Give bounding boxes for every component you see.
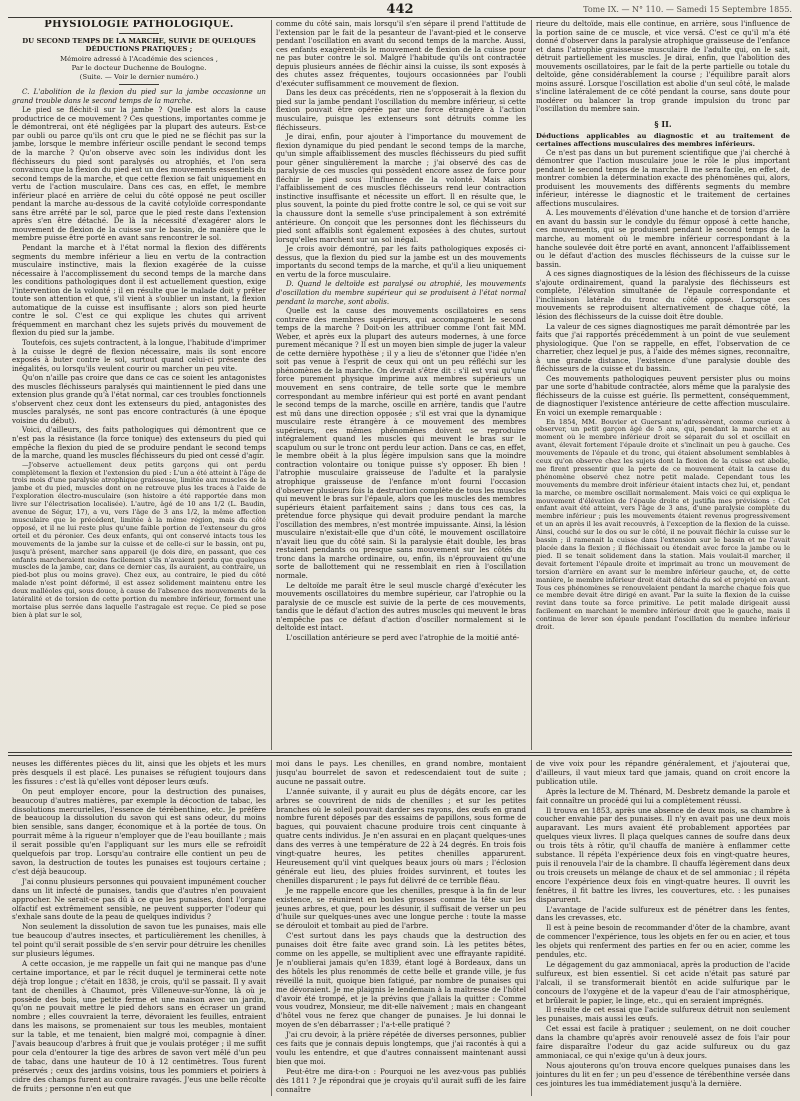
subsection-c: C. L'abolition de la flexion du pied sur la jambe occasionne un grand trouble dans le second temps de la marche. [12,87,266,105]
article-column-1 [12,20,266,748]
title-rule [119,33,159,34]
subsection-d: D. Quand le deltoïde est paralysé ou atrophié, les mouvements d'oscillation du membre supérieur qui se produisent à l'état normal pendant la marche, sont abolis. [276,279,526,306]
memoir-note: Mémoire adressé à l'Académie des sciences , [60,54,218,63]
paragraph: A cette occasion, je me rappelle un fait qui ne manque pas d'une certaine importance, et par le récit duquel je terminerai cette note déjà trop longue ; c'était en 1838, je crois, qu'il se passait. Il y avait tant de chenilles à Chaumot, près Villeneuve-sur-Yonne, là où je possède des bois, une petite ferme et une maison avec un jardin, qu'on ne pouvait mettre le pied dehors sans en écraser un grand nombre ; elles couvraient la terre, dévoraient les feuilles, entraient dans les maisons, se promenaient sur tous les meubles, montaient sur la table, et me tenaient, bien malgré moi, compagnie à dîner. J'avais beaucoup d'arbres à fruit que je voulais protéger ; il me suffit pour cela d'entourer la tige des arbres de savon vert mêlé d'un peu de tabac, dans une hauteur de 10 à 12 centimètres. Tous furent préservés ; ceux des jardins voisins, tous les pommiers et poiriers à cidre des champs furent au contraire ravagés. J'eus une belle récolte de fruits ; personne n'en eut que [12,958,266,1093]
paragraph: Quelle est la cause des mouvements oscillatoires en sens contraire des membres supérieurs, qui accompagnent le second temps de la marche ? Doit-on les attribuer comme l'ont fait MM. Weber, et après eux la plupart des auteurs modernes, à une force purement mécanique ? Il est un moyen bien simple de juger la valeur de cette dernière hypothèse ; il y a lieu de s'étonner que l'idée n'en soit pas venue à l'esprit de ceux qui ont un peu réfléchi sur les phénomènes de la marche. On devrait s'être dit : s'il est vrai qu'une force purement physique imprime aux membres supérieurs un mouvement en sens contraire, de telle sorte que le membre correspondant au membre inférieur qui est porté en avant pendant le second temps de la marche, oscille en arrière, tandis que l'autre est mû dans une direction opposée ; s'il est vrai que la dynamique musculaire reste étrangère à ce mouvement des membres supérieurs, ces mêmes phénomènes doivent se reproduire intégralement quand les muscles qui meuvent le bras sur le scapulum ou sur le tronc ont perdu leur action. Dans ce cas, en effet, le membre obéit à la plus légère impulsion sans que la moindre contraction volontaire ou tonique puisse s'y opposer. Eh bien ! l'atrophie musculaire graisseuse de l'adulte et la paralysie atrophique graisseuse de l'enfance m'ont fourni l'occasion d'observer plusieurs fois la destruction complète de tous les muscles qui meuvent le bras sur l'épaule, alors que les muscles des membres supérieurs étaient parfaitement sains ; dans tous ces cas, la prétendue force physique qui devait produire pendant la marche l'oscillation des membres, n'est montrée impuissante. Ainsi, la lésion musculaire n'existait-elle que d'un côté, le mouvement oscillatoire n'avait lieu que du côté sain. Si la paralysie était double, les bras restaient pendants ou presque sans mouvement sur les côtés du tronc dans la marche ordinaire, ou, enfin, ils n'éprouvaient qu'une sorte de ballottement qui ne ressemblait en rien à l'oscillation normale. [276,306,526,580]
paragraph: En 1854, MM. Bouvier et Guersant m'adressèrent, comme curieux à observer, un petit garçon âgé de 5 ans, qui, pendant la marche et au moment où le membre inférieur droit se séparait du sol et oscillait en avant, élevait fortement l'épaule droite et s'inclinait un peu à gauche. Ces mouvements de l'épaule et du tronc, qui étaient absolument semblables à ceux qu'on observe chez les sujets dont la flexion de la cuisse est abolie, me firent pressentir que la perte de ce mouvement était la cause du phénomène observé chez notre petit malade. Cependant tous les mouvements du membre droit inférieur étaient intacts chez lui, et, pendant la marche, ce membre oscillait normalement. Mais voici ce qui expliqua le mouvement d'élévation de l'épaule droite et justifia mes prévisions : Cet enfant avait été atteint, vers l'âge de 3 ans, d'une paralysie complète du membre inférieur ; puis les mouvements étaient revenus progressivement et un an après il les avait recouvrés, à l'exception de la flexion de la cuisse. Ainsi, couché sur le dos ou sur le côté, il ne pouvait fléchir la cuisse sur le bassin ; il ramenait la cuisse dans l'extension sur le bassin et ne l'avait placée dans la flexion ; il fléchissait ou étendait avec force la jambe ou le pied. Il se tenait solidement dans la station. Mais voulait-il marcher, il devait fortement l'épaule droite et imprimait au tronc un mouvement de torsion d'arrière en avant sur le membre inférieur gauche, et, de cette manière, le membre inférieur droit était détaché du sol et projeté en avant. Tous ces phénomènes se renouvelaient pendant la marche chaque fois que ce membre devait être dirigé en avant. Par la suite la flexion de la cuisse revint dans toute sa force primitive. Le petit malade dirigeait aussi facilement en marchant le membre inférieur droit que le gauche, mais il continua de lever son épaule pendant l'oscillation du membre inférieur droit. [536,417,790,632]
paragraph: Je dirai, enfin, pour ajouter à l'importance du mouvement de flexion dynamique du pied pendant le second temps de la marche, qu'un simple affaiblissement des muscles fléchisseurs du pied suffit pour gêner singulièrement la marche ; j'ai observé des cas de paralysie de ces muscles qui possèdent encore assez de force pour fléchir le pied sous l'influence de la volonté. Mais alors l'affaiblissement de ces muscles fléchisseurs rend leur contraction instinctive insuffisante et nécessite un effort. Il en résulte que, le plus souvent, la pointe du pied frotte contre le sol, ce qui se voit sur la chaussure dont la semelle s'use principalement à son extrémité antérieure. On conçoit que les personnes dont les fléchisseurs du pied sont affaiblis sont également exposées à des chutes, surtout lorsqu'elles marchent sur un sol inégal. [276,132,526,244]
lower-column-3 [536,760,790,1096]
paragraph: L'oscillation antérieure se perd avec l'atrophie de la moitié anté- [286,632,520,642]
suite-note: (Suite. — Voir le dernier numéro.) [79,72,199,81]
paragraph: Nous ajouterons qu'on trouva encore quelques punaises dans les jointures du lit en fer ; un peu d'essence de térébenthine versée dans ces jointures les tua immédiatement jusqu'à la dernière. [536,1060,790,1088]
paragraph: Il trouva en 1853, après une absence de deux mois, sa chambre à coucher envahie par des punaises. Il n'y en avait pas une deux mois auparavant. Les murs avaient été probablement apportées par quelques vieux livres. Il plaça quelques cannes de soufre dans deux ou trois têts à rôtir, qu'il chauffa de manière à enflammer cette substance. Il répéta l'expérience deux fois en vingt-quatre heures, puis il renouvela l'air de la chambre. Il chauffa légèrement dans deux ou trois creusets un mélange de chaux et de sel ammoniac ; il répéta encore l'expérience deux fois en vingt-quatre heures. Il ouvrit les fenêtres, il fit battre les livres, les couvertures, etc. : les punaises disparurent. [536,805,790,904]
paragraph: A ces signes diagnostiques de la lésion des fléchisseurs de la cuisse s'ajoute ordinairement, quand la paralysie des fléchisseurs est complète, l'élévation simultanée de l'épaule correspondante et l'inclinaison latérale du tronc du côté opposé. Lorsque ces mouvements se reproduisent alternativement de chaque côté, la lésion des fléchisseurs de la cuisse doit être double. [536,269,790,321]
column-divider [531,760,532,1096]
article-column-3 [536,20,790,748]
masthead-rule [8,17,792,18]
paragraph: Il est à peine besoin de recommander d'ôter de la chambre, avant de commencer l'expérience, tous les objets en fer ou en acier, et tous les objets qui renferment des parties en fer ou en acier, comme les pendules, etc. [536,923,790,960]
paragraph: A. Les mouvements d'élévation d'une hanche et de torsion d'arrière en avant du bassin sur le condyle du fémur opposé à cette hanche, ces mouvements, qui se produisent pendant le second temps de la marche, au moment où le membre inférieur correspondant à la hanche soulevée doit être porté en avant, annoncent l'affaiblissement ou le défaut d'action des muscles fléchisseurs de la cuisse sur le bassin. [536,208,790,269]
column-divider [271,760,272,1096]
lower-column-1 [12,760,266,1096]
paragraph: On peut employer encore, pour la destruction des punaises, beaucoup d'autres matières, par exemple la décoction de tabac, les dissolutions mercurielles, l'essence de térébenthine, etc. Je préfère de beaucoup la dissolution du savon qui est sans odeur, du moins bien sensible, sans danger, économique et à la portée de tous. On pourrait même à la rigueur n'employer que de l'eau bouillante ; mais il serait possible qu'en l'appliquant sur les murs elle se refroidît quelquefois par trop. Lorsqu'au contraire elle contient un peu de savon, la destruction de toutes les punaises est toujours certaine ; c'est déjà beaucoup. [12,786,266,876]
paragraph: Toutefois, ces sujets contractent, à la longue, l'habitude d'imprimer à la cuisse le degré de flexion nécessaire, mais ils sont encore exposés à buter contre le sol, surtout quand celui-ci présente des inégalités, ou lorsqu'ils veulent courir ou marcher un peu vite. [12,338,266,373]
paragraph: Le dégagement du gaz ammoniacal, après la production de l'acide sulfureux, est bien essentiel. Si cet acide n'était pas saturé par l'alcali, il se transformerait bientôt en acide sulfurique par le concours de l'oxygène et de la vapeur d'eau de l'air atmosphérique, et brûlerait le papier, le linge, etc., qui en seraient imprégnés. [536,959,790,1005]
paragraph: Qu'on n'aille pas croire que dans ce cas ce soient les antagonistes des muscles fléchisseurs paralysés qui maintiennent le pied dans une extension plus grande qu'à l'état normal, car ces troubles fonctionnels s'observent chez ceux dont les extenseurs du pied, antagonistes des muscles paralysés, ne sont pas encore contracturés (à une époque voisine du début). [12,373,266,425]
paragraph: Cet essai est facile à pratiquer ; seulement, on ne doit coucher dans la chambre qu'après avoir renouvelé assez de fois l'air pour faire disparaître l'odeur du gaz acide sulfureux ou du gaz ammoniacal, ce qui n'exige qu'un à deux jours. [536,1024,790,1060]
section-title: PHYSIOLOGIE PATHOLOGIQUE. [44,20,234,30]
lower-column-2 [276,760,526,1096]
paragraph: Je crois avoir démontré, par les faits pathologiques exposés ci-dessus, que la flexion du pied sur la jambe est un des mouvements importants du second temps de la marche, et qu'il a lieu uniquement en vertu de la force musculaire. [276,244,526,279]
paragraph: comme du côté sain, mais lorsqu'il s'en sépare il prend l'attitude de l'extension par le fait de la pesanteur de l'avant-pied et le conserve pendant l'oscillation en avant du second temps de la marche. Aussi, ces enfants exagèrent-ils le mouvement de flexion de la cuisse pour ne pas buter contre le sol. Malgré l'habitude qu'ils ont contractée depuis plusieurs années de fléchir ainsi la cuisse, ils sont exposés à des chutes assez fréquentes, toujours occasionnées par l'oubli d'exécuter suffisamment ce mouvement de flexion. [276,20,526,88]
paragraph: Il résulte de cet essai que l'acide sulfureux détruit non seulement les punaises, mais aussi les œufs. [536,1005,790,1024]
paragraph: Dans les deux cas précédents, rien ne s'opposerait à la flexion du pied sur la jambe pendant l'oscillation du membre inférieur, si cette flexion pouvait être opérée par une force étrangère à l'action musculaire, puisque les extenseurs sont détruits comme les fléchisseurs. [276,88,526,132]
feuilleton-rule [8,755,792,756]
paragraph: Le deltoïde me paraît être le seul muscle chargé d'exécuter les mouvements oscillatoires du membre supérieur, car l'atrophie ou la paralysie de ce muscle est suivie de la perte de ces mouvements, tandis que le défaut d'action des autres muscles qui meuvent le bras n'empêche pas ce défaut d'action d'osciller normalement si le deltoïde est intact. [276,580,526,633]
paragraph: Après la lecture de M. Thénard, M. Desbretz demande la parole et fait connaître un procédé qui lui a complètement réussi. [536,786,790,805]
paragraph: Peut-être me dira-t-on : Pourquoi ne les avez-vous pas publiés dès 1811 ? Je répondrai que je croyais qu'il aurait suffi de les faire connaître [276,1066,526,1094]
section-2-subtitle: Déductions applicables au diagnostic et au traitement de certaines affections musculaires des membres inférieurs. [536,131,790,148]
paragraph: de vive voix pour les répandre généralement, et j'ajouterai que, d'ailleurs, il vaut mieux tard que jamais, quand on croit encore la publication utile. [536,760,790,786]
feuilleton-rule [8,752,792,753]
paragraph: L'avantage de l'acide sulfureux est de pénétrer dans les fentes, dans les crevasses, etc. [536,904,790,923]
paragraph: La valeur de ces signes diagnostiques me paraît démontrée par les faits que j'ai rapportés précédemment à un point de vue seulement physiologique. Que l'on se rappelle, en effet, l'observation de ce charretier, chez lequel je pus, à l'aide des mêmes signes, reconnaître, à une grande distance, l'existence d'une paralysie double des fléchisseurs de la cuisse et du bassin. [536,321,790,374]
paragraph: C'est surtout dans les pays chauds que la destruction des punaises doit être faite avec grand soin. Là les petites bêtes, comme on les appelle, se multiplient avec une effrayante rapidité. Je n'oublierai jamais qu'en 1839, étant logé à Bordeaux, dans un des hôtels les plus renommés de cette belle et grande ville, je fus réveillé la nuit, quoique bien fatigué, par nombre de punaises qui me dévoraient. Je me plaignis le lendemain à la maîtresse de l'hôtel d'avoir été trompé, et je la prévins que j'allais la quitter : Comme vous voudrez, Monsieur, me dit-elle naïvement ; mais en changeant d'hôtel vous ne ferez que changer de punaises. Je lui donnai le moyen de s'en débarrasser ; l'a-t-elle pratiqué ? [276,931,526,1030]
author-line: Par le docteur Duchenne de Boulogne. [71,63,207,72]
paragraph: J'ai cru devoir, à la prière répétée de diverses personnes, publier ces faits que je connais depuis longtemps, que j'ai racontés à qui a voulu les entendre, et que d'autres connaissent maintenant aussi bien que moi. [276,1030,526,1066]
article-heading: DU SECOND TEMPS DE LA MARCHE, SUIVIE DE QUELQUES DÉDUCTIONS PRATIQUES ; [22,36,256,53]
section-2-title: § II. [654,119,672,130]
paragraph: Je me rappelle encore que les chenilles, presque à la fin de leur existence, se réunirent en boules grosses comme la tête sur les jeunes arbres, et que, pour les désunir, il suffisait de verser un peu d'huile sur quelques-unes avec une longue perche : toute la masse se dérouloit et tombait au pied de l'arbre. [276,885,526,931]
paragraph: rieure du deltoïde, mais elle continue, en arrière, sous l'influence de la portion saine de ce muscle, et vice versâ. C'est ce qu'il m'a été donné d'observer dans la paralysie atrophique graisseuse de l'enfance et dans l'atrophie graisseuse musculaire de l'adulte qui, on le sait, détruit partiellement les muscles. Je dirai, enfin, que l'abolition des mouvements oscillatoires, par le fait de la perte partielle ou totale du deltoïde, gêne considérablement la course ; l'équilibre paraît alors moins assuré. Lorsque l'oscillation est abolie d'un seul côté, le malade s'incline latéralement de ce côté pendant la course, sans doute pour modérer ou balancer la trop grande impulsion du tronc par l'oscillation du membre sain. [536,20,790,114]
page-number: 442 [386,1,414,17]
paragraph: J'ai connu plusieurs personnes qui pouvaient impunément coucher dans un lit infecté de punaises, tandis que d'autres n'en pouvaient approcher. Ne serait-ce pas dû à ce que les punaises, dont l'organe olfactif est extrêmement sensible, ne peuvent supporter l'odeur qui s'exhale sans doute de la peau de quelques individus ? [12,876,266,922]
paragraph: moi dans le pays. Les chenilles, en grand nombre, montaient jusqu'au bourrelet de savon et redescendaient tout de suite ; aucune ne passait outre. [276,760,526,786]
paragraph: Pendant la marche et à l'état normal la flexion des différents segments du membre inférieur a lieu en vertu de la contraction musculaire instinctive, mais la flexion exagérée de la cuisse nécessaire à l'accomplissement du second temps de la marche dans les conditions pathologiques dont il est actuellement question, exige l'intervention de la volonté ; il en résulte que le malade doit y prêter toute son attention et que, s'il vient à s'oublier un instant, la flexion automatique de la cuisse est insuffisante ; alors son pied heurte contre le sol. C'est ce qui explique les chutes qui arrivent fréquemment en marchant chez les sujets privés du mouvement de flexion du pied sur la jambe. [12,243,266,338]
paragraph: Ces mouvements pathologiques peuvent persister plus ou moins par une sorte d'habitude contractée, alors même que la paralysie des fléchisseurs de la cuisse est guérie. Ils permettent, conséquemment, de diagnostiquer l'existence antérieure de cette affection musculaire. En voici un exemple remarquable : [536,373,790,417]
paragraph: Le pied se fléchit-il sur la jambe ? Quelle est alors la cause productrice de ce mouvement ? Ces questions, importantes comme je le démontrerai, ont été négligées par la plupart des auteurs. Est-ce par oubli ou parce qu'ils ont cru que le pied ne se fléchit pas sur la jambe, lorsque le membre inférieur oscille pendant le second temps de la marche ? Qu'on observe avec soin les individus dont les fléchisseurs du pied sont paralysés ou atrophiés, et l'on sera convaincu que la flexion du pied est un des mouvements essentiels du second temps de la marche, et que cette flexion se fait uniquement en vertu de l'action musculaire. Dans ces cas, en effet, le membre inférieur placé en arrière de celui du côté opposé ne peut osciller pendant la marche au-dessous de la cavité cotyloïde correspondante sans être arrêté par le sol, parce que le pied reste dans l'extension après s'en être détaché. De là la nécessité d'exagérer alors le mouvement de flexion de la cuisse sur le bassin, de manière que le membre puisse être porté en avant sans rencontrer le sol. [12,105,266,243]
article-column-2 [276,20,526,748]
column-divider [271,20,272,750]
paragraph: Ce n'est pas dans un but purement scientifique que j'ai cherché à démontrer que l'action musculaire joue le rôle le plus important pendant le second temps de la marche. Il me sera facile, en effet, de montrer combien la détermination exacte des phénomènes qui, alors, produisent les mouvements des différents segments du membre inférieur, intéresse le diagnostic et le traitement de certaines affections musculaires. [536,147,790,208]
paragraph: Voici, d'ailleurs, des faits pathologiques qui démontrent que ce n'est pas la résistance (la force tonique) des extenseurs du pied qui empêche la flexion du pied de se produire pendant le second temps de la marche, quand les muscles fléchisseurs du pied ont cessé d'agir. [12,425,266,461]
column-divider [531,20,532,750]
masthead [8,2,792,16]
masthead-right: Tome IX. — N° 110. — Samedi 15 Septembre 1855. [583,4,792,14]
paragraph: L'année suivante, il y aurait eu plus de dégâts encore, car les arbres se couvrirent de nids de chenilles ; et sur les petites branches où le soleil pouvait darder ses rayons, des œufs en grand nombre furent déposés par des essaims de papillons, sous forme de bagues, qui pouvaient chacune produire trois cent cinquante à quatre cents individus. Je n'en assurai en en plaçant quelques-unes dans des verres à une température de 22 à 24 degrés. En trois fois vingt-quatre heures, les petites chenilles apparurent. Heureusement qu'il vint quelques beaux jours où mars ; l'éclosion générale eut lieu, des pluies froides survinrent, et toutes les chenilles disparurent ; le pays fut délivré de ce terrible fléau. [276,786,526,885]
paragraph: —J'observe actuellement deux petits garçons qui ont perdu complètement la flexion et l'extension du pied : L'un a été atteint à l'âge de trois mois d'une paralysie atrophique graisseuse, limitée aux muscles de la jambe et du pied, muscles dont on ne retrouve plus les traces à l'aide de l'exploration électro-musculaire (son histoire a été rapportée dans mon livre sur l'électrisation localisée). L'autre, âgé de 10 ans 1/2 (L. Baudin, avenue de Ségur, 17), a vu, vers l'âge de 3 ans 1/2, la même affection musculaire que le précédent, limitée à la même région, mais du côté opposé, et il ne lui reste plus qu'une faible portion de l'extenseur du gros orteil et du péronier. Ces deux enfants, qui ont conservé intacts tous les mouvements de la jambe sur la cuisse et de celle-ci sur le bassin, ont pu, jusqu'à présent, marcher sans appareil (je dois dire, en passant, que ces enfants marcheraient moins facilement s'ils n'avaient perdu que quelques muscles de la jambe, car, dans ce dernier cas, ils auraient, au contraire, un pied-bot plus ou moins grave). Chez eux, au contraire, le pied du côté malade n'est point déformé, il est assez solidement maintenu entre les deux malléoles qui, sous douce, à cause de l'absence des mouvements de la latéralité et de torsion de cette portion du membre inférieur, forment une mortaise plus serrée dans laquelle l'astragale est reçue. Ce pied se pose bien à plat sur le sol, [12,460,266,619]
heading-rule [119,84,159,85]
paragraph: Non seulement la dissolution de savon tue les punaises, mais elle tue beaucoup d'autres insectes, et particulièrement les chenilles, à tel point qu'il serait possible de s'en servir pour détruire les chenilles sur plusieurs légumes. [12,922,266,959]
paragraph: neuses les différentes pièces du lit, ainsi que les objets et les murs près desquels il est placé. Les punaises se réfugient toujours dans les fissures : c'est là qu'elles vont déposer leurs œufs. [12,760,266,786]
